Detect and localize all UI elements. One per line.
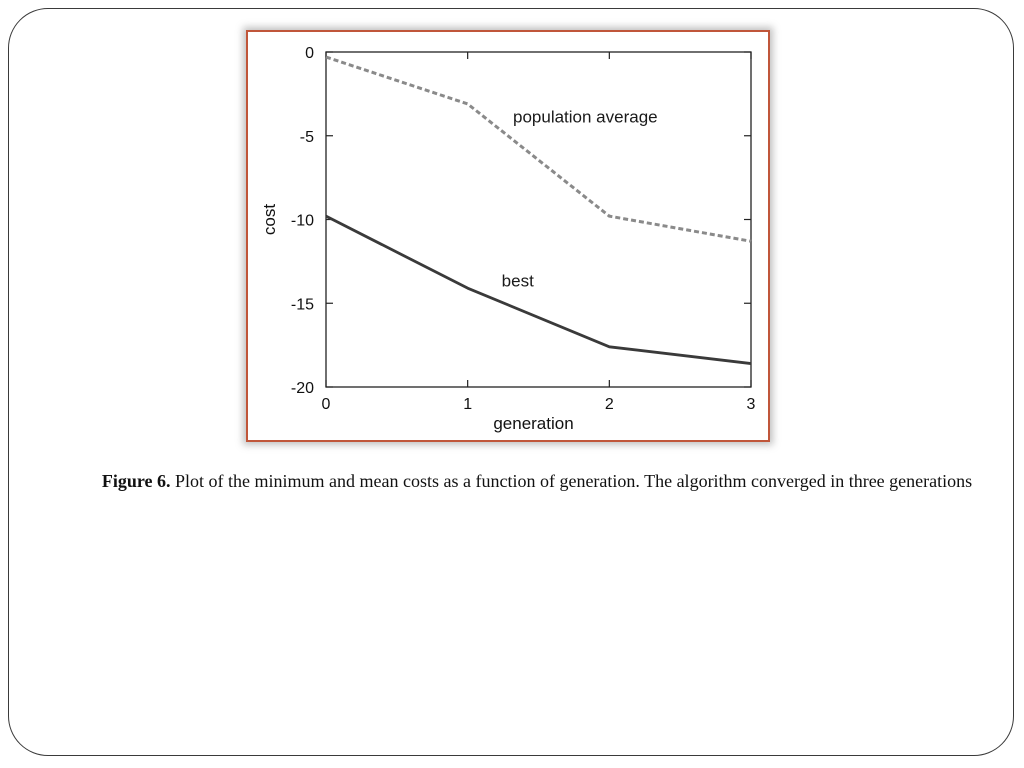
figure-caption-label: Figure 6. <box>101 471 171 491</box>
y-tick-label: -5 <box>299 128 314 146</box>
plot-area <box>326 52 751 387</box>
y-tick-label: -15 <box>290 296 314 314</box>
figure-caption <box>100 468 974 495</box>
x-tick-label: 2 <box>604 396 614 413</box>
series-label-population-average: population average <box>513 107 658 127</box>
y-tick-label: -10 <box>290 212 314 230</box>
x-tick-label: 1 <box>463 396 473 413</box>
figure-image <box>246 30 770 442</box>
x-axis-title: generation <box>493 414 574 433</box>
series-label-best: best <box>501 271 534 291</box>
x-tick-label: 3 <box>746 396 756 413</box>
cost-chart <box>248 32 768 440</box>
y-tick-label: -20 <box>290 380 314 397</box>
y-axis-title: cost <box>260 203 279 236</box>
figure-caption-text: Plot of the minimum and mean costs as a function of generation. The algorithm converged in three generations <box>170 471 973 491</box>
x-tick-label: 0 <box>321 396 331 413</box>
series-line-population-average <box>326 57 751 241</box>
series-line-best <box>326 216 751 363</box>
y-tick-label: 0 <box>305 45 314 62</box>
